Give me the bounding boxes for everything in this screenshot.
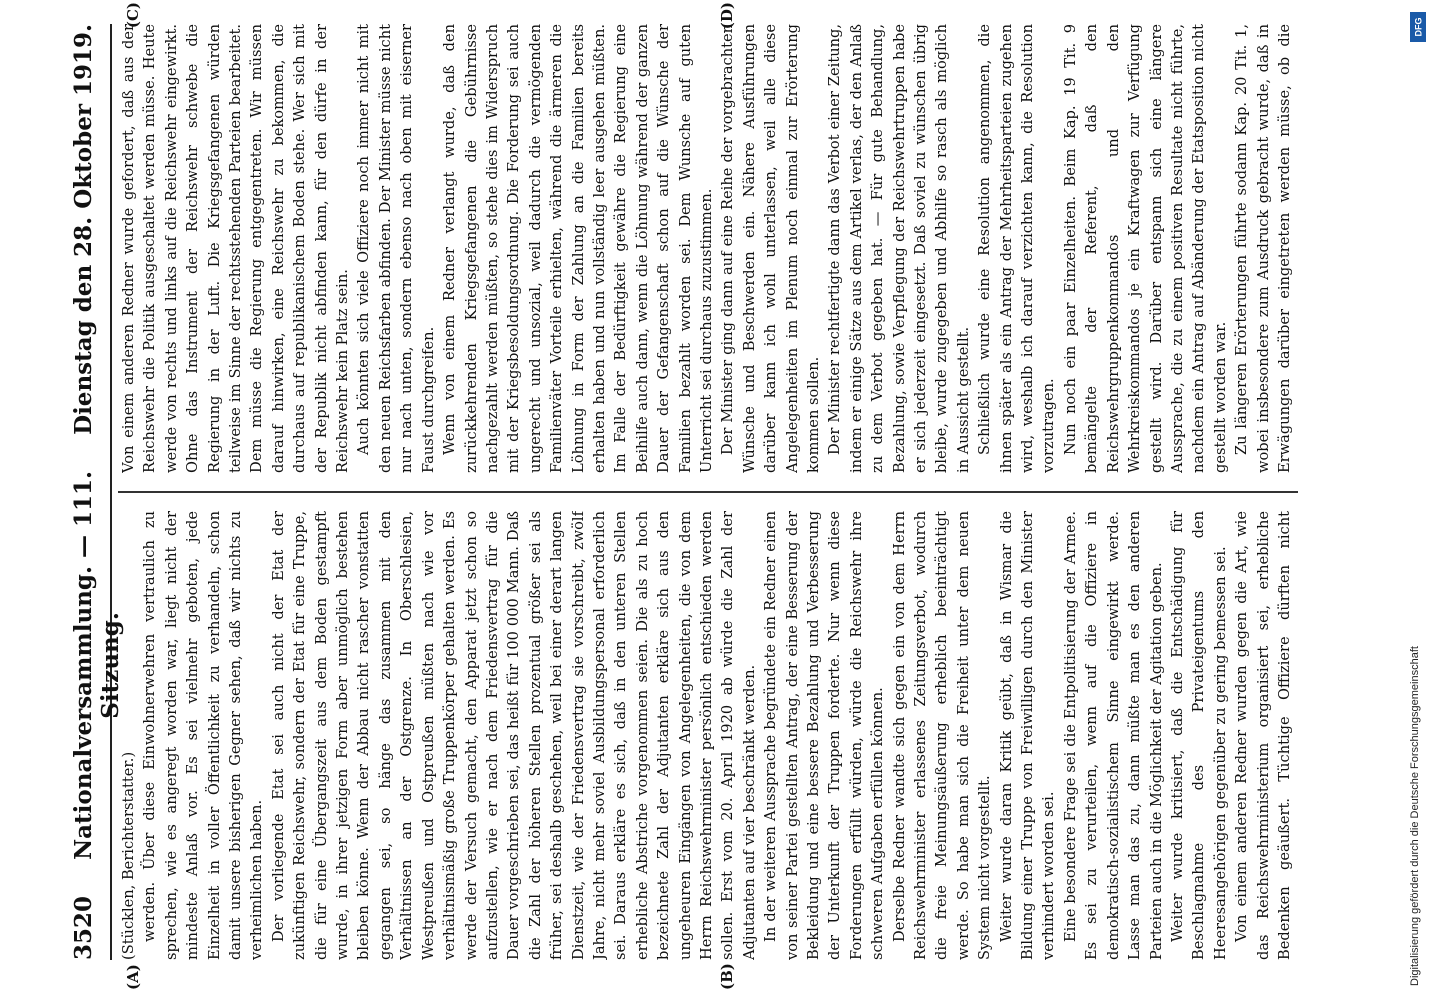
paragraph: Auch könnten sich viele Offiziere noch immer nicht mit den neuen Reichsfarben abfinden. Der Minister müsse nicht nur nach unten, sondern ebenso nach oben mit eiserner Faust durchgreifen. <box>355 24 437 473</box>
paragraph: Zu längeren Erörterungen führte sodann Kap. 20 Tit. 1, wobei insbesondere zum Ausdruck gebracht wurde, daß in Erwägungen darüber eingetreten werden müsse, ob die <box>1233 24 1293 473</box>
paragraph: Von einem anderen Redner wurden gegen die Art, wie das Reichswehrministerium organisiert sei, erhebliche Bedenken geäußert. Tüchtige Offiziere dürften nicht <box>1233 511 1293 960</box>
dfg-logo: DFG <box>1410 12 1426 42</box>
paragraph: (Stücklen, Berichterstatter.) <box>120 751 137 960</box>
paragraph: werden. Über diese Einwohnerwehren vertraulich zu sprechen, wie es angeregt worden war, liegt nicht der mindeste Anlaß vor. Es sei vielmehr geboten, jede Einzelheit in voller Öffentlichkeit zu verhandeln, schon damit unsere bisherigen Gegner sehen, daß wir nichts zu verheimlichen haben. <box>141 511 266 960</box>
paragraph: Weiter wurde kritisiert, daß die Entschädigung für Beschlagnahme des Privateigentums den Heeresangehörigen gegenüber zu gering bemessen sei. <box>1168 511 1229 960</box>
rotated-document-page <box>60 0 1420 1000</box>
paragraph: Derselbe Redner wandte sich gegen ein von dem Herrn Reichswehrminister erlassenes Zeitungsverbot, wodurch die freie Meinungsäußerung erheblich beeinträchtigt werde. So habe man sich die Freiheit unter dem neuen System nicht vorgestellt. <box>890 511 994 960</box>
paragraph: Der Minister rechtfertigte dann das Verbot einer Zeitung, indem er einige Sätze aus dem Artikel verlas, der den Anlaß zu dem Verbot gegeben hat. — Für gute Behandlung, Bezahlung, sowie Verpflegung der Reichswehrtruppen habe er sich jederzeit eingesetzt. Daß soviel zu wünschen übrig bleibe, wurde zugegeben und Abhilfe so rasch als möglich in Aussicht gestellt. <box>826 24 972 473</box>
margin-marker-d: (D) <box>718 2 736 30</box>
paragraph: Schließlich wurde eine Resolution angenommen, die ihnen später als ein Antrag der Mehrheitsparteien zugehen wird, weshalb ich darauf verzichten kann, die Resolution vorzutragen. <box>976 24 1058 473</box>
paragraph: Wenn von einem Redner verlangt wurde, daß den zurückkehrenden Kriegsgefangenen die Gebührnisse nachgezahlt werden müßten, so stehe dies im Widerspruch mit der Kriegsbesoldungsordnung. Die Forderung sei auch ungerecht und unsozial, weil dadurch die vermögenden Familienväter Vorteile erhielten, während die ärmeren die Löhnung in Form der Zahlung an die Familien bereits erhalten haben und nun vollständig leer ausgehen müßten. Im Falle der Bedürftigkeit gewähre die Regierung eine Beihilfe auch dann, wenn die Löhnung während der ganzen Dauer der Gefangenschaft schon auf die Wünsche der Familien bezahlt worden sei. Dem Wunsche auf guten Unterricht sei durchaus zuzustimmen. <box>441 24 715 473</box>
paragraph: Eine besondere Frage sei die Entpolitisierung der Armee. Es sei zu verurteilen, wenn auf die Offiziere in demokratisch-sozialistischem Sinne eingewirkt werde. Lasse man das zu, dann müßte man es den anderen Parteien auch in die Möglichkeit der Agitation geben. <box>1061 511 1165 960</box>
paragraph: In der weiteren Aussprache begründete ein Redner einen von seiner Partei gestellten Antrag, der eine Besserung der Bekleidung und eine bessere Bezahlung und Verbesserung der Unterkunft der Truppen forderte. Nur wenn diese Forderungen erfüllt würden, würde die Reichswehr ihre schweren Aufgaben erfüllen können. <box>762 511 887 960</box>
margin-marker-b: (B) <box>718 963 736 990</box>
page-number: 3520 <box>70 895 97 960</box>
digitization-note: Digitalisierung gefördert durch die Deutsche Forschungsgemeinschaft <box>1409 646 1421 986</box>
paragraph: Der Minister ging dann auf eine Reihe der vorgebrachten Wünsche und Beschwerden ein. Nähere Ausführungen darüber kann ich wohl unterlassen, weil alle diese Angelegenheiten im Plenum noch einmal zur Erörterung kommen sollen. <box>719 24 822 473</box>
paragraph: Von einem anderen Redner wurde gefordert, daß aus der Reichswehr die Politik ausgeschaltet werden müsse. Heute werde von rechts und links auf die Reichswehr eingewirkt. Ohne das Instrument der Reichswehr schwebe die Regierung in der Luft. Die Kriegsgefangenen würden teilweise im Sinne der rechtsstehenden Parteien bearbeitet. Dem müsse die Regierung entgegentreten. Wir müssen darauf hinwirken, eine Reichswehr zu bekommen, die durchaus auf republikanischem Boden stehe. Wer sich mit der Republik nicht abfinden kann, für den dürfe in der Reichswehr kein Platz sein. <box>120 24 352 473</box>
margin-marker-c: (C) <box>124 2 142 29</box>
session-date: Dienstag den 28. Oktober 1919. <box>70 24 97 435</box>
paragraph: Der vorliegende Etat sei auch nicht der Etat der zukünftigen Reichswehr, sondern der Etat für eine Truppe, die für eine Übergangszeit aus dem Boden gestampft wurde, in ihrer jetzigen Form aber unmöglich bestehen bleiben könne. Wenn der Abbau nicht rascher vonstatten gegangen sei, so hänge das zusammen mit den Verhältnissen an der Ostgrenze. In Oberschlesien, Westpreußen und Ostpreußen müßten nach wie vor verhältnismäßig große Truppenkörper gehalten werden. Es werde der Versuch gemacht, den Apparat jetzt schon so aufzustellen, wie er nach dem Friedensvertrag für die Dauer vorgeschrieben sei, das heißt für 100 000 Mann. Daß die Zahl der höheren Stellen prozentual größer sei als früher, sei deshalb geschehen, weil bei einer derart langen Dienstzeit, wie der Friedensvertrag sie vorschreibt, zwölf Jahre, nicht mehr soviel Ausbildungspersonal erforderlich sei. Daraus erkläre es sich, daß in den unteren Stellen erhebliche Abstriche vorgenommen seien. Die als zu hoch bezeichnete Zahl der Adjutanten erkläre sich aus den ungeheuren Eingängen von Angelegenheiten, die von dem Herrn Reichswehrminister persönlich entschieden werden sollen. Erst vom 20. April 1920 ab würde die Zahl der Adjutanten auf vier beschränkt werden. <box>269 511 758 960</box>
digitization-sidebar <box>1406 6 1432 996</box>
page-title: Nationalversammlung. — 111. Sitzung. <box>70 470 124 860</box>
margin-marker-a: (A) <box>124 964 142 990</box>
column-divider <box>118 491 1298 493</box>
text-column-right <box>118 24 1298 473</box>
page-header <box>70 24 124 960</box>
text-column-left <box>118 511 1298 960</box>
text-columns <box>118 2 1298 990</box>
paragraph: Nun noch ein paar Einzelheiten. Beim Kap. 19 Tit. 9 bemängelte der Referent, daß den Reichswehrgruppenkommandos und den Wehrkreiskommandos je ein Kraftwagen zur Verfügung gestellt wird. Darüber entspann sich eine längere Aussprache, die zu einem positiven Resultate nicht führte, nachdem ein Antrag auf Abänderung der Etatsposition nicht gestellt worden war. <box>1061 24 1229 473</box>
paragraph: Weiter wurde daran Kritik geübt, daß in Wismar die Bildung einer Truppe von Freiwilligen durch den Minister verhindert worden sei. <box>997 511 1058 960</box>
